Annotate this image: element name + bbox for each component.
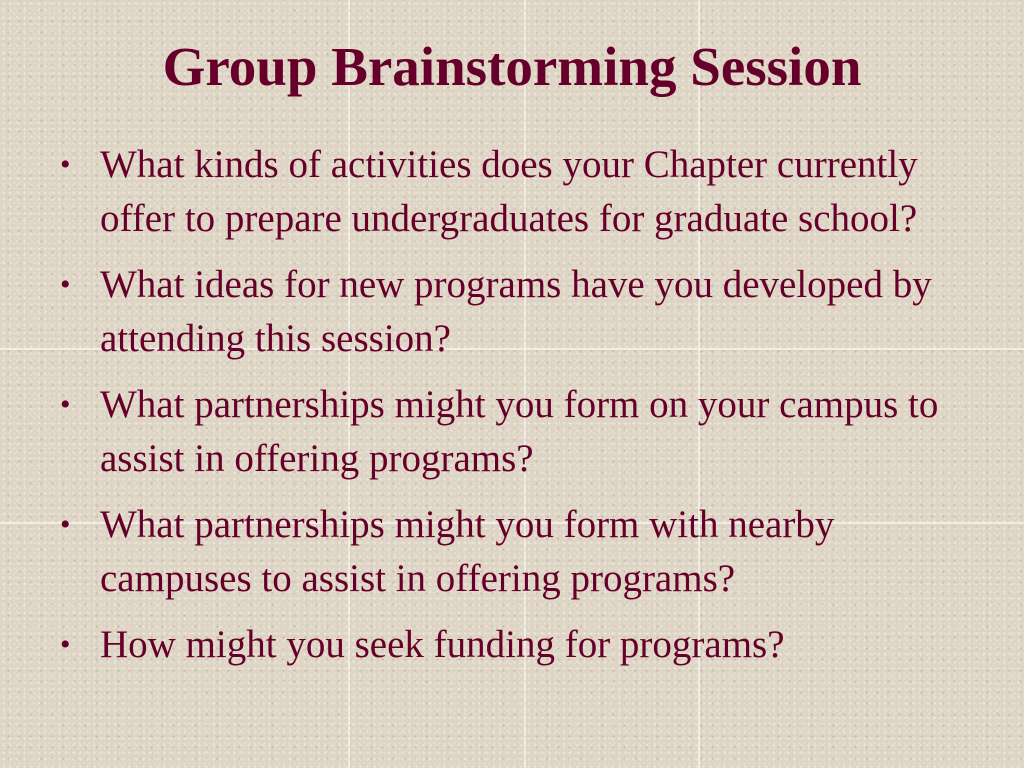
bullet-text: How might you seek funding for programs? bbox=[100, 623, 785, 666]
bullet-icon: • bbox=[60, 148, 71, 181]
bullet-item bbox=[56, 258, 986, 366]
bullet-item bbox=[56, 498, 986, 606]
bullet-icon: • bbox=[60, 268, 71, 301]
bullet-list bbox=[56, 138, 986, 684]
bullet-text: What ideas for new programs have you developed by attending this session? bbox=[100, 263, 932, 360]
bullet-icon: • bbox=[60, 628, 71, 661]
bullet-icon: • bbox=[60, 388, 71, 421]
bullet-item bbox=[56, 378, 986, 486]
bullet-text: What kinds of activities does your Chapter currently offer to prepare undergraduates for graduate school? bbox=[100, 143, 918, 240]
bullet-text: What partnerships might you form with nearby campuses to assist in offering programs? bbox=[100, 503, 835, 600]
slide-title: Group Brainstorming Session bbox=[162, 36, 862, 97]
bullet-icon: • bbox=[60, 508, 71, 541]
bullet-text: What partnerships might you form on your campus to assist in offering programs? bbox=[100, 383, 939, 480]
bullet-item bbox=[56, 138, 986, 246]
bullet-item bbox=[56, 618, 986, 672]
